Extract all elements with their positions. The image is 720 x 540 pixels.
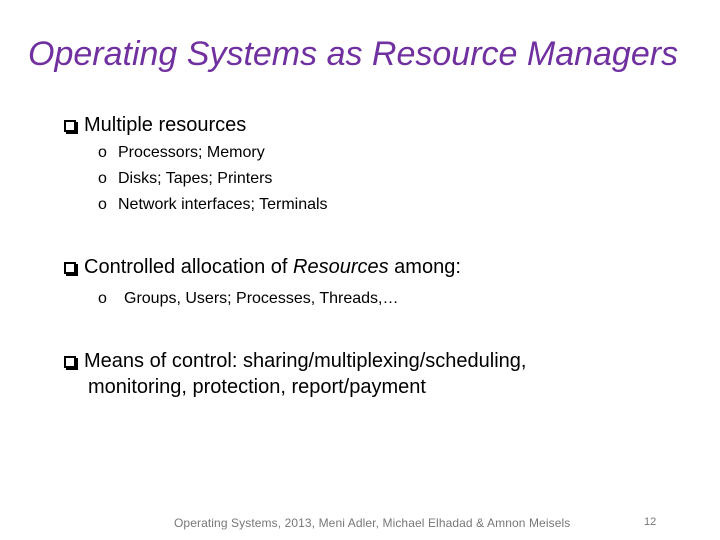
circle-bullet-icon: o: [98, 170, 107, 187]
circle-bullet-icon: o: [98, 196, 107, 213]
checkbox-bullet-icon: [64, 120, 76, 132]
circle-bullet-icon: o: [98, 144, 107, 161]
bullet-controlled-allocation: Controlled allocation of Resources among:: [64, 254, 461, 280]
sub-item-processors: o Processors; Memory: [98, 140, 265, 166]
sub-item-network: o Network interfaces; Terminals: [98, 192, 328, 218]
page-number: 12: [644, 516, 657, 528]
checkbox-bullet-icon: [64, 262, 76, 274]
sub-item-groups: o Groups, Users; Processes, Threads,…: [98, 286, 398, 312]
slide-footer: Operating Systems, 2013, Meni Adler, Michael Elhadad & Amnon Meisels: [174, 516, 571, 530]
circle-bullet-icon: o: [98, 290, 107, 307]
sub-item-disks: o Disks; Tapes; Printers: [98, 166, 272, 192]
bullet-means-of-control: Means of control: sharing/multiplexing/scheduling, monitoring, protection, report/payment: [64, 348, 526, 400]
checkbox-bullet-icon: [64, 356, 76, 368]
bullet-heading: Multiple resources: [84, 114, 247, 136]
emphasis-resources: Resources: [293, 256, 389, 278]
bullet-multiple-resources: [64, 112, 246, 138]
slide-title: Operating Systems as Resource Managers: [28, 35, 679, 73]
